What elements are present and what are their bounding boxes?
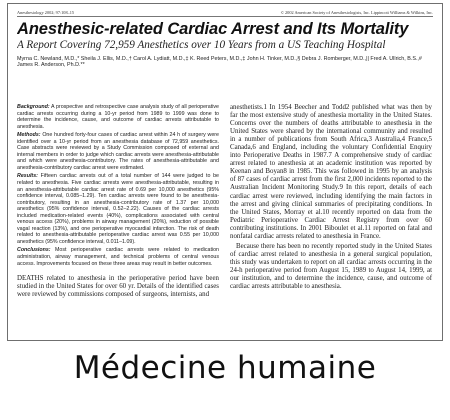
article-image-frame [7,3,443,341]
abstract-label: Results: [17,173,38,180]
left-column [17,104,219,299]
abstract-label: Methods: [17,132,41,139]
abstract-conclusions [17,247,219,267]
abstract-text: Most perioperative cardiac arrests were related to medication administration, airway management, and technical problems of central venous access. Improvements focused on these three areas may result in better outcomes. [17,247,219,267]
abstract-text: Fifteen cardiac arrests out of a total number of 144 were judged to be related to anesthesia. Five cardiac arrests were anesthesia-attributable, resulting in an anesthesia-attributable cardiac arrest rate of 0.69 per 10,000 anesthetics (95% confidence interval, 0.085–1.29). Ten cardiac arrests were found to be anesthesia-contributory, resulting in an anesthesia-contributory rate of 1.37 per 10,000 anesthetics (95% confidence interval, 0.52–2.22). Causes of the cardiac arrests included medication-related events (40%), complications associated with central venous access (20%), problems in airway management (20%), reduction of possible vagal reaction (13%), and one perioperative myocardial infarction. The risk of death related to anesthesia-attributable perioperative cardiac arrest was 0.55 per 10,000 anesthetics (95% confidence interval, 0.011–1.09). [17,173,219,245]
article-page [17,10,433,336]
intro-paragraph-start: DEATHS related to anesthesia in the perioperative period have been studied in the United States for over 60 yr. Details of the identified cases were reviewed by commissions composed of surgeons, internists, and [17,275,219,299]
article-columns [17,104,433,299]
intro-paragraph-continued: anesthetists.1 In 1954 Beecher and Todd2 published what was then by far the most extensive study of anesthesia mortality in the United States. Concerns over the numbers of deaths attributable to anesthesia in the United States were shared by the international community and resulted in a number of publications from South Africa,3 Australia,4 France,5 Canada,6 and England, including the voluntary Confidential Enquiry into Perioperative Deaths in 1987.7 A comprehensive study of cardiac arrest related to anesthesia at an academic institution was reported by Keenan and Boyan8 in 1985. This was followed in 1995 by an analysis of 87 cases of cardiac arrest from the first 2,000 incidents reported to the Australian Incident Monitoring Study.9 In this report, details of each cardiac arrest were reviewed, including identifying the main factors in the arrest and giving clinical summaries of precipitating conditions. In the United States, Morray et al.10 recently reported on data from the Pediatric Perioperative Cardiac Arrest Registry from over 60 contributing institutions. In 2001 Biboulet et al.11 reported on fatal and nonfatal cardiac arrests related to anesthesia in France. [230,104,432,240]
author-list: Myrna C. Newland, M.D.,* Sheila J. Ellis, M.D.,† Carol A. Lydiatt, M.D.,‡ K. Reed Peters, M.D.,‡ John H. Tinker, M.D.,§ Debra J. Romberger, M.D.,|| Fred A. Ullrich, B.S.,# James R. Anderson, Ph.D.** [17,55,422,69]
abstract-results [17,173,219,245]
intro-text-left [17,275,219,299]
abstract-label: Conclusions: [17,247,51,254]
intro-paragraph-study-aim: Because there has been no recently reported study in the United States of cardiac arrest related to anesthesia in a general surgical population, this study was undertaken to report on all cardiac arrests occurring in the 24-h perioperative period from August 15, 1989 to August 14, 1999, at our institution, and to determine the incidence, cause, and outcome of cardiac arrests attributable to anesthesia. [230,242,432,291]
article-subtitle: A Report Covering 72,959 Anesthetics over 10 Years from a US Teaching Hospital [17,39,386,51]
right-column [230,104,432,299]
abstract [17,104,219,267]
abstract-text: One hundred forty-four cases of cardiac arrest within 24 h of surgery were identified over a 10-yr period from an anesthesia database of 72,959 anesthetics. Case abstracts were reviewed by a Study Commission composed of external and internal members in order to judge which cardiac arrests were anesthesia-attributable and which were anesthesia-contributory. The rates of anesthesia-attributable and anesthesia-contributory cardiac arrest were estimated. [17,132,219,171]
journal-reference: Anesthesiology 2002; 97:108–15 [17,10,75,15]
caption-label: Médecine humaine [73,350,377,386]
running-head [17,10,433,17]
abstract-text: A prospective and retrospective case analysis study of all perioperative cardiac arrests occurring during a 10-yr period from 1989 to 1999 was done to determine the incidence, cause, and outcome of cardiac arrests attributable to anesthesia. [17,104,219,130]
abstract-background [17,104,219,130]
copyright-notice: © 2002 American Society of Anesthesiologists, Inc. Lippincott Williams & Wilkins, Inc. [280,10,433,15]
abstract-label: Background: [17,104,50,110]
article-title: Anesthesic-related Cardiac Arrest and Its Mortality [17,20,409,38]
abstract-methods [17,132,219,171]
